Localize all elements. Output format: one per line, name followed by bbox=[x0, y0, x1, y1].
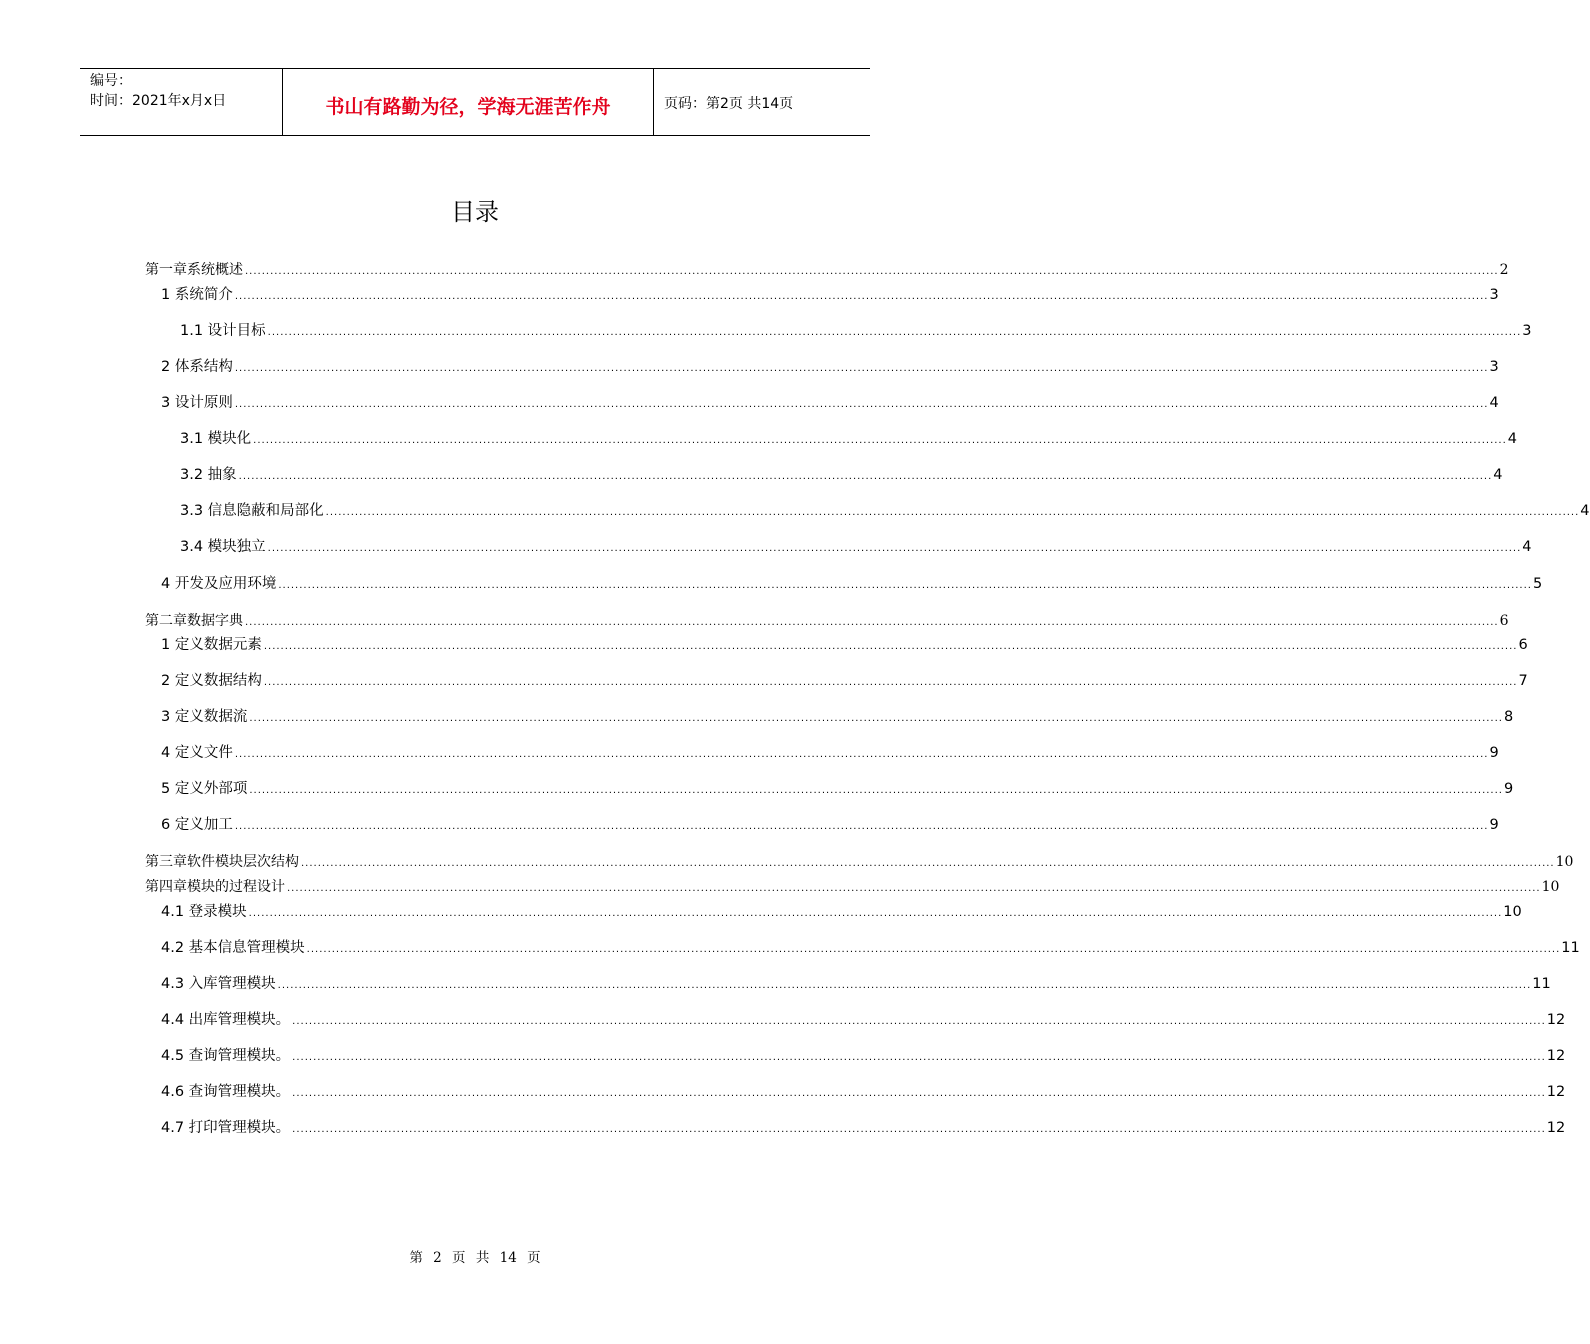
toc-entry-label: 6 定义加工 bbox=[161, 817, 233, 833]
toc-entry-label: 4.5 查询管理模块。 bbox=[161, 1048, 291, 1064]
toc-leader-dots: ............................................................................................................................................................................................................................................................................................................ bbox=[245, 617, 1499, 628]
toc-leader-dots: ............................................................................................................................................................................................................................................................................................................ bbox=[292, 1016, 1546, 1027]
toc-page-number: 4 bbox=[1493, 467, 1503, 483]
toc-entry-label: 4.7 打印管理模块。 bbox=[161, 1120, 291, 1136]
page-footer: 第 2 页 共 14 页 bbox=[409, 1250, 541, 1266]
toc-leader-dots: ............................................................................................................................................................................................................................................................................................................ bbox=[277, 980, 1532, 991]
toc-leader-dots: ............................................................................................................................................................................................................................................................................................................ bbox=[238, 471, 1493, 482]
toc-page-number: 8 bbox=[1503, 709, 1514, 725]
toc-entry[interactable] bbox=[180, 427, 1518, 449]
toc-entry-label: 3.1 模块化 bbox=[180, 431, 252, 447]
toc-entry[interactable] bbox=[161, 669, 1528, 691]
toc-entry-label: 4.6 查询管理模块。 bbox=[161, 1084, 291, 1100]
toc-entry-label: 1 系统简介 bbox=[161, 287, 233, 303]
document-time-label: 时间：2021年x月x日 bbox=[90, 93, 227, 109]
toc-leader-dots: ............................................................................................................................................................................................................................................................................................................ bbox=[245, 266, 1499, 277]
toc-entry[interactable] bbox=[161, 1008, 1566, 1030]
toc-entry-label: 4.3 入库管理模块 bbox=[161, 976, 276, 992]
toc-page-number: 9 bbox=[1489, 745, 1499, 761]
toc-entry[interactable] bbox=[161, 705, 1514, 727]
toc-page-number: 2 bbox=[1499, 262, 1509, 278]
toc-entry-label: 3.4 模块独立 bbox=[180, 539, 266, 555]
toc-entry-label: 5 定义外部项 bbox=[161, 781, 248, 797]
toc-entry[interactable] bbox=[161, 1044, 1566, 1066]
toc-entry[interactable] bbox=[161, 900, 1522, 922]
toc-leader-dots: ............................................................................................................................................................................................................................................................................................................ bbox=[292, 1088, 1546, 1099]
toc-leader-dots: ............................................................................................................................................................................................................................................................................................................ bbox=[278, 580, 1532, 591]
toc-page-number: 3 bbox=[1489, 359, 1499, 375]
toc-entry-label: 4.4 出库管理模块。 bbox=[161, 1012, 291, 1028]
toc-page-number: 10 bbox=[1541, 879, 1560, 895]
header-info bbox=[80, 69, 282, 135]
toc-entry[interactable] bbox=[161, 283, 1499, 305]
toc-entry[interactable] bbox=[161, 813, 1499, 835]
toc-leader-dots: ............................................................................................................................................................................................................................................................................................................ bbox=[253, 435, 1507, 446]
toc-leader-dots: ............................................................................................................................................................................................................................................................................................................ bbox=[267, 543, 1522, 554]
toc-entry[interactable] bbox=[145, 850, 1574, 872]
toc-entry[interactable] bbox=[180, 319, 1532, 341]
toc-page-number: 7 bbox=[1518, 673, 1528, 689]
toc-entry[interactable] bbox=[161, 1080, 1566, 1102]
toc-entry-label: 1.1 设计目标 bbox=[180, 323, 266, 339]
document-number-label: 编号： bbox=[90, 73, 132, 89]
toc-leader-dots: ............................................................................................................................................................................................................................................................................................................ bbox=[263, 677, 1518, 688]
toc-leader-dots: ............................................................................................................................................................................................................................................................................................................ bbox=[301, 858, 1555, 869]
toc-entry[interactable] bbox=[161, 1116, 1566, 1138]
toc-entry[interactable] bbox=[161, 391, 1499, 413]
toc-entry[interactable] bbox=[180, 463, 1503, 485]
toc-page-number: 5 bbox=[1532, 576, 1543, 592]
toc-page-number: 3 bbox=[1522, 323, 1532, 339]
toc-leader-dots: ............................................................................................................................................................................................................................................................................................................ bbox=[234, 749, 1489, 760]
toc-page-number: 11 bbox=[1561, 940, 1580, 956]
toc-page-number: 4 bbox=[1580, 503, 1590, 519]
toc-entry[interactable] bbox=[180, 535, 1532, 557]
toc-entry[interactable] bbox=[145, 875, 1560, 897]
toc-entry[interactable] bbox=[161, 355, 1499, 377]
toc-page-number: 4 bbox=[1489, 395, 1499, 411]
toc-leader-dots: ............................................................................................................................................................................................................................................................................................................ bbox=[287, 883, 1541, 894]
toc-leader-dots: ............................................................................................................................................................................................................................................................................................................ bbox=[249, 785, 1503, 796]
toc-page-number: 10 bbox=[1555, 854, 1574, 870]
toc-page-number: 9 bbox=[1489, 817, 1499, 833]
toc-page-number: 10 bbox=[1503, 904, 1522, 920]
toc-entry-label: 2 体系结构 bbox=[161, 359, 233, 375]
toc-chapter-number: 第二章 bbox=[145, 613, 187, 629]
toc-entry-label: 3 定义数据流 bbox=[161, 709, 248, 725]
toc-entry-label: 3.2 抽象 bbox=[180, 467, 237, 483]
toc-page-number: 12 bbox=[1546, 1048, 1566, 1064]
page-header bbox=[80, 68, 870, 136]
toc-entry-label: 系统概述 bbox=[187, 262, 243, 278]
toc-entry[interactable] bbox=[161, 972, 1551, 994]
toc-entry[interactable] bbox=[180, 499, 1590, 521]
toc-leader-dots: ............................................................................................................................................................................................................................................................................................................ bbox=[234, 399, 1489, 410]
toc-entry-label: 4.1 登录模块 bbox=[161, 904, 247, 920]
toc-entry-label: 4 开发及应用环境 bbox=[161, 576, 277, 592]
toc-entry[interactable] bbox=[161, 633, 1528, 655]
toc-chapter-number: 第一章 bbox=[145, 262, 187, 278]
toc-entry[interactable] bbox=[161, 572, 1543, 594]
toc-entry[interactable] bbox=[161, 777, 1514, 799]
toc-page-number: 11 bbox=[1532, 976, 1551, 992]
toc-leader-dots: ............................................................................................................................................................................................................................................................................................................ bbox=[292, 1124, 1546, 1135]
toc-page-number: 6 bbox=[1499, 613, 1509, 629]
toc-entry[interactable] bbox=[145, 258, 1509, 280]
toc-entry-label: 模块的过程设计 bbox=[187, 879, 285, 895]
toc-leader-dots: ............................................................................................................................................................................................................................................................................................................ bbox=[248, 908, 1503, 919]
toc-leader-dots: ............................................................................................................................................................................................................................................................................................................ bbox=[325, 507, 1580, 518]
toc-entry[interactable] bbox=[161, 741, 1499, 763]
toc-page-number: 4 bbox=[1507, 431, 1518, 447]
toc-entry-label: 2 定义数据结构 bbox=[161, 673, 262, 689]
toc-page-number: 12 bbox=[1546, 1120, 1566, 1136]
toc-leader-dots: ............................................................................................................................................................................................................................................................................................................ bbox=[234, 291, 1489, 302]
toc-leader-dots: ............................................................................................................................................................................................................................................................................................................ bbox=[263, 641, 1518, 652]
toc-entry-label: 3.3 信息隐蔽和局部化 bbox=[180, 503, 324, 519]
page-title: 目录 bbox=[451, 198, 499, 226]
toc-entry-label: 3 设计原则 bbox=[161, 395, 233, 411]
toc-chapter-number: 第四章 bbox=[145, 879, 187, 895]
toc-entry-label: 4.2 基本信息管理模块 bbox=[161, 940, 305, 956]
toc-page-number: 6 bbox=[1518, 637, 1528, 653]
toc-page-number: 3 bbox=[1489, 287, 1499, 303]
toc-leader-dots: ............................................................................................................................................................................................................................................................................................................ bbox=[306, 944, 1561, 955]
toc-leader-dots: ............................................................................................................................................................................................................................................................................................................ bbox=[234, 821, 1489, 832]
toc-entry-label: 软件模块层次结构 bbox=[187, 854, 299, 870]
toc-entry-label: 4 定义文件 bbox=[161, 745, 233, 761]
toc-entry-label: 1 定义数据元素 bbox=[161, 637, 262, 653]
toc-page-number: 12 bbox=[1546, 1012, 1566, 1028]
toc-entry[interactable] bbox=[161, 936, 1580, 958]
toc-page-number: 9 bbox=[1503, 781, 1514, 797]
header-motto: 书山有路勤为径，学海无涯苦作舟 bbox=[282, 69, 654, 135]
toc-leader-dots: ............................................................................................................................................................................................................................................................................................................ bbox=[292, 1052, 1546, 1063]
toc-leader-dots: ............................................................................................................................................................................................................................................................................................................ bbox=[234, 363, 1489, 374]
toc-entry[interactable] bbox=[145, 609, 1509, 631]
toc-page-number: 4 bbox=[1522, 539, 1532, 555]
toc-leader-dots: ............................................................................................................................................................................................................................................................................................................ bbox=[249, 713, 1503, 724]
toc-entry-label: 数据字典 bbox=[187, 613, 243, 629]
header-page-label: 页码：第2页 共14页 bbox=[664, 96, 794, 112]
toc-chapter-number: 第三章 bbox=[145, 854, 187, 870]
toc-leader-dots: ............................................................................................................................................................................................................................................................................................................ bbox=[267, 327, 1522, 338]
toc-page-number: 12 bbox=[1546, 1084, 1566, 1100]
